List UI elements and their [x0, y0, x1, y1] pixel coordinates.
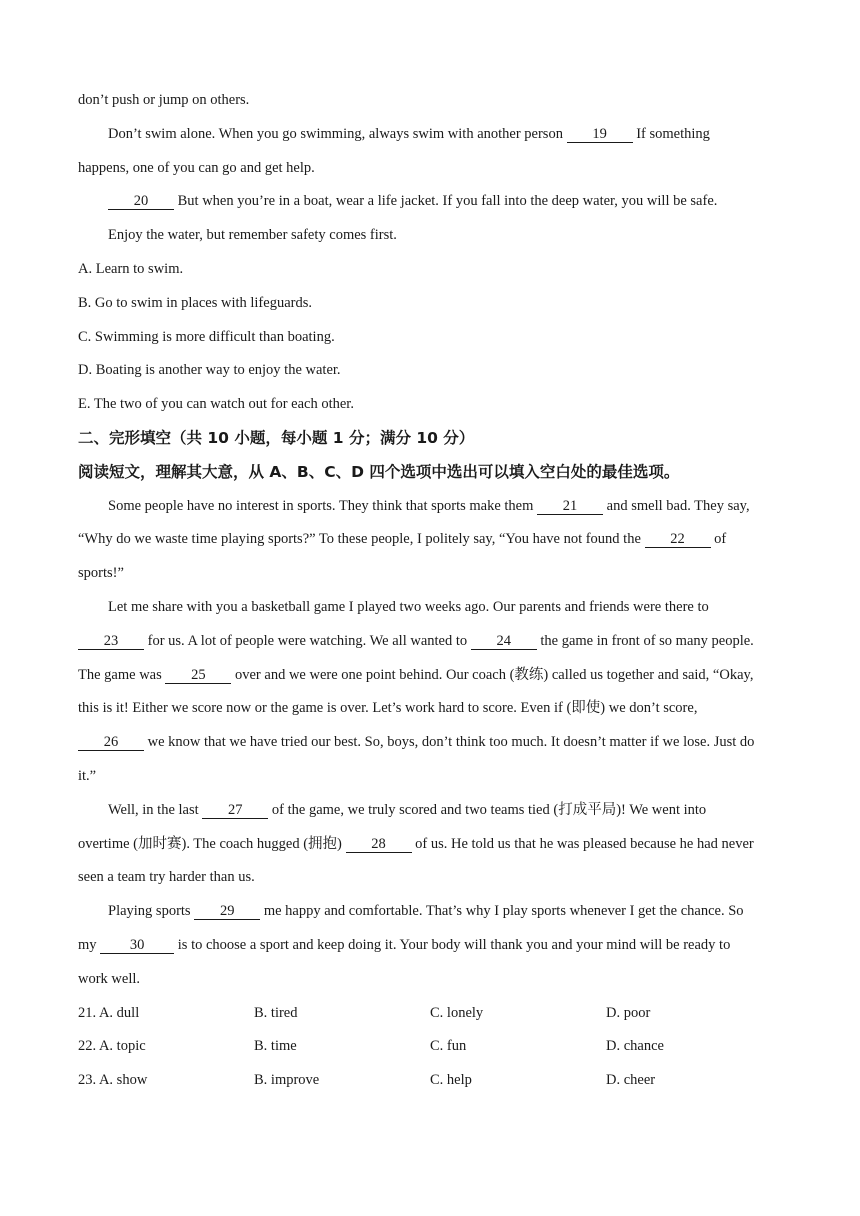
- text: But when you’re in a boat, wear a life jacket. If you fall into the deep water, you will be safe.: [174, 193, 718, 210]
- cloze-p1-line3: sports!”: [78, 565, 124, 582]
- blank-20: 20: [108, 193, 174, 210]
- text: Well, in the last: [108, 801, 203, 818]
- text: and smell bad. They say,: [603, 497, 750, 514]
- text: my: [78, 936, 101, 953]
- cloze-p2-line6: it.”: [78, 767, 97, 784]
- blank-25: 25: [165, 667, 231, 684]
- question-21-choice-c: C. lonely: [430, 1004, 484, 1021]
- question-23-choice-b: B. improve: [254, 1072, 320, 1089]
- section-heading: 二、完形填空（共 10 小题，每小题 1 分；满分 10 分）: [78, 428, 475, 447]
- text: of the game, we truly scored and two teams tied (打成平局)! We went into: [268, 801, 707, 818]
- blank-30: 30: [100, 937, 174, 954]
- text: overtime (加时赛). The coach hugged (拥抱): [78, 835, 346, 852]
- blank-21: 21: [537, 498, 603, 515]
- option-e: E. The two of you can watch out for each other.: [78, 396, 354, 413]
- cloze-p3-line3: seen a team try harder than us.: [78, 869, 255, 886]
- question-22-choice-c: C. fun: [430, 1038, 467, 1055]
- option-c: C. Swimming is more difficult than boating.: [78, 328, 335, 345]
- paragraph-swim-alone: [78, 118, 783, 152]
- cloze-p1-line1: [78, 490, 783, 524]
- text: me happy and comfortable. That’s why I play sports whenever I get the chance. So: [260, 903, 744, 920]
- option-b: B. Go to swim in places with lifeguards.: [78, 294, 312, 311]
- paragraph-boat: [78, 185, 783, 219]
- paragraph-continuation: don’t push or jump on others.: [78, 92, 250, 108]
- cloze-p2-line3: [78, 659, 783, 693]
- text: is to choose a sport and keep doing it. Your body will thank you and your mind will be ready to: [174, 936, 731, 953]
- blank-26: 26: [78, 734, 144, 751]
- cloze-p3-line2: [78, 828, 783, 862]
- text: If something: [632, 125, 710, 142]
- blank-19: 19: [567, 126, 633, 143]
- text: Some people have no interest in sports. They think that sports make them: [108, 497, 538, 514]
- question-row-23: [78, 1064, 783, 1098]
- question-row-21: [78, 997, 783, 1031]
- cloze-p2-line1: Let me share with you a basketball game I played two weeks ago. Our parents and friends were there to: [108, 598, 709, 615]
- question-21-choice-d: D. poor: [606, 1004, 651, 1021]
- text: over and we were one point behind. Our coach (教练) called us together and said, “Okay,: [231, 666, 754, 683]
- paragraph-swim-alone-cont: happens, one of you can go and get help.: [78, 159, 315, 176]
- text: Don’t swim alone. When you go swimming, always swim with another person: [108, 125, 567, 142]
- text: Playing sports: [108, 903, 195, 920]
- question-21-choice-b: B. tired: [254, 1004, 298, 1021]
- question-22-choice-b: B. time: [254, 1038, 297, 1055]
- option-a: A. Learn to swim.: [78, 260, 184, 277]
- text: we know that we have tried our best. So, boys, don’t think too much. It doesn’t matter if we lose. Just do: [144, 734, 755, 751]
- blank-24: 24: [471, 633, 537, 650]
- option-d: D. Boating is another way to enjoy the water.: [78, 362, 341, 379]
- blank-28: 28: [346, 836, 412, 853]
- cloze-p1-line2: [78, 523, 783, 557]
- question-22-choice-a: 22. A. topic: [78, 1038, 146, 1055]
- text: of us. He told us that he was pleased because he had never: [411, 835, 754, 852]
- question-23-choice-c: C. help: [430, 1072, 472, 1089]
- text: for us. A lot of people were watching. We all wanted to: [144, 632, 471, 649]
- cloze-p2-line4: this is it! Either we score now or the game is over. Let’s work hard to score. Even if (即使) we don’t score,: [78, 700, 698, 717]
- text: “Why do we waste time playing sports?” To these people, I politely say, “You have not found the: [78, 531, 645, 548]
- cloze-p4-line1: [78, 895, 783, 929]
- cloze-p4-line2: [78, 929, 783, 963]
- text: The game was: [78, 666, 166, 683]
- document-page: [78, 84, 783, 1098]
- question-23-choice-a: 23. A. show: [78, 1072, 148, 1089]
- question-23-choice-d: D. cheer: [606, 1072, 656, 1089]
- question-22-choice-d: D. chance: [606, 1038, 664, 1055]
- section-instruction: 阅读短文，理解其大意，从 A、B、C、D 四个选项中选出可以填入空白处的最佳选项。: [78, 462, 680, 481]
- text: the game in front of so many people.: [536, 632, 754, 649]
- paragraph-enjoy: Enjoy the water, but remember safety comes first.: [108, 227, 397, 244]
- question-row-22: [78, 1030, 783, 1064]
- question-21-choice-a: 21. A. dull: [78, 1004, 140, 1021]
- cloze-p2-line5: [78, 726, 783, 760]
- text: of: [710, 531, 727, 548]
- cloze-p4-line3: work well.: [78, 970, 141, 987]
- blank-27: 27: [202, 802, 268, 819]
- cloze-p3-line1: [78, 794, 783, 828]
- cloze-p2-line2: [78, 625, 783, 659]
- blank-22: 22: [645, 531, 711, 548]
- blank-29: 29: [194, 903, 260, 920]
- blank-23: 23: [78, 633, 144, 650]
